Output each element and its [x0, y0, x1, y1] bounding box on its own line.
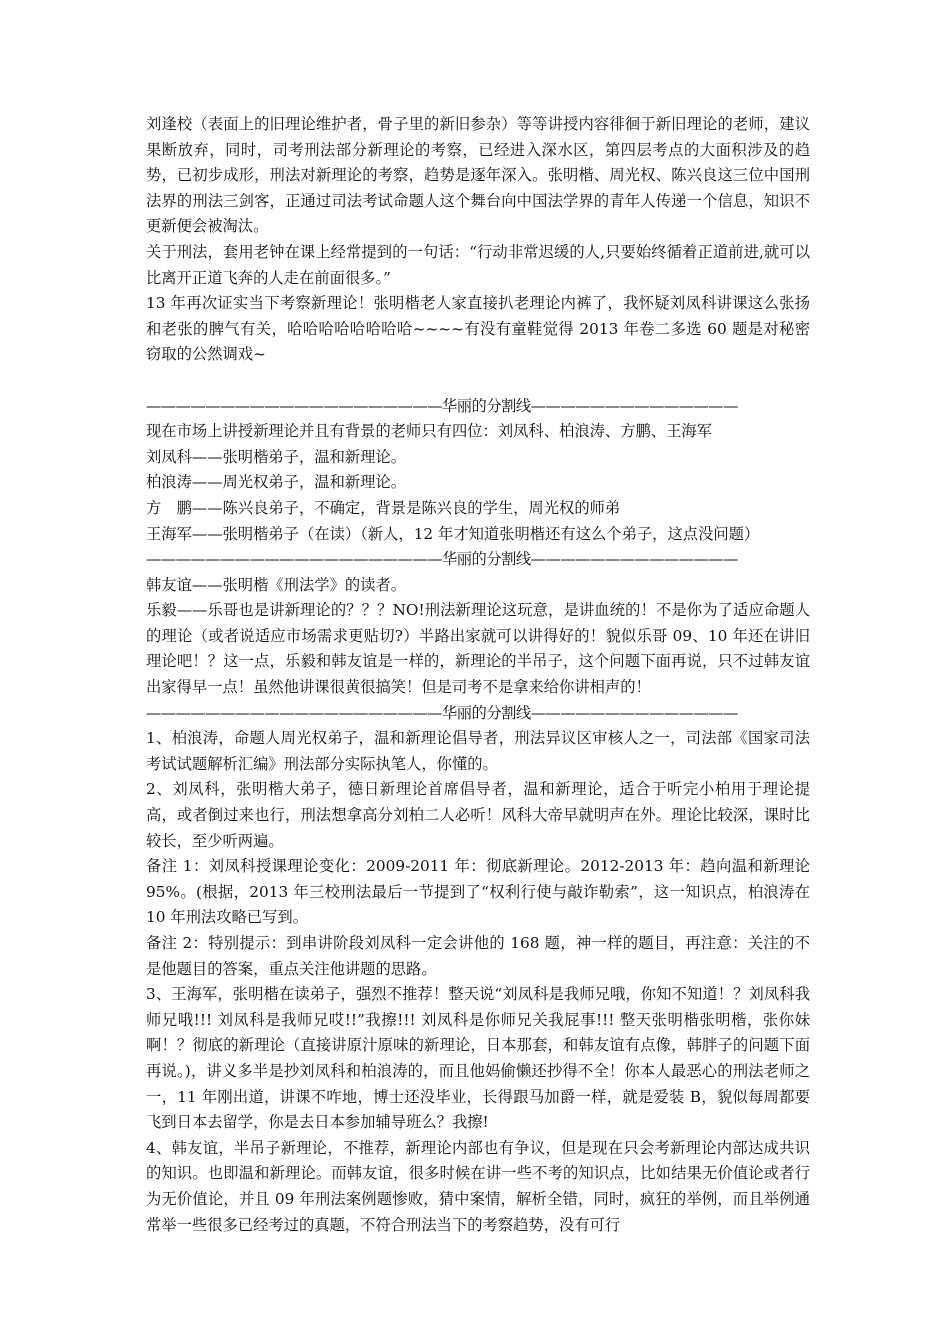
- paragraph-teachers-advice: 刘逢校（表面上的旧理论维护者，骨子里的新旧参杂）等等讲授内容徘徊于新旧理论的老师，建议果断放弃，同时，司考刑法部分新理论的考察，已经进入深水区，第四层考点的大面积涉及的趋势，已初步成形，刑法对新理论的考察，趋势是逐年深入。张明楷、周光权、陈兴良这三位中国刑法界的刑法三剑客，正通过司法考试命题人这个舞台向中国法学界的青年人传递一个信息，知识不更新便会被淘汰。: [146, 115, 810, 236]
- paragraph-quote: 关于刑法，套用老钟在课上经常提到的一句话：“行动非常迟缓的人,只要始终循着正道前进,就可以比离开正道飞奔的人走在前面很多。”: [146, 242, 810, 287]
- section-divider: ————————————————————华丽的分割线——————————————: [146, 550, 738, 569]
- item-1-bai-langtao: 1、柏浪涛，命题人周光权弟子，温和新理论倡导者，刑法异议区审核人之一，司法部《国家司法考试试题解析汇编》刑法部分实际执笔人，你懂的。: [146, 729, 810, 773]
- item-2-liu-fengke: 2、刘凤科，张明楷大弟子，德日新理论首席倡导者，温和新理论，适合于听完小柏用于理论提高，或者倒过来也行，刑法想拿高分刘柏二人必听！风科大帝早就明声在外。理论比较深，课时比较长，至少听两遍。: [146, 780, 810, 850]
- paragraph-four-teachers: 现在市场上讲授新理论并且有背景的老师只有四位：刘凤科、柏浪涛、方鹏、王海军: [146, 422, 712, 441]
- teacher-bai-langtao: 柏浪涛——周光权弟子，温和新理论。: [146, 473, 407, 492]
- teacher-wang-haijun: 王海军——张明楷弟子（在读）（新人，12 年才知道张明楷还有这么个弟子，这点没问题）: [146, 524, 760, 543]
- teacher-liu-fengke: 刘凤科——张明楷弟子，温和新理论。: [146, 447, 407, 466]
- teacher-le-yi: 乐毅——乐哥也是讲新理论的？？？NO!刑法新理论这玩意，是讲血统的！不是你为了适应命题人的理论（或者说适应市场需求更贴切?）半路出家就可以讲得好的！貌似乐哥 09、10 年还在讲旧理论吧！？这一点，乐毅和韩友谊是一样的，新理论的半吊子，这个问题下面再说，只不过韩友谊出家得早一点！虽然他讲课很黄很搞笑！但是司考不是拿来给你讲相声的！: [146, 601, 810, 697]
- note-2: 备注 2：特别提示：到串讲阶段刘凤科一定会讲他的 168 题，神一样的题目，再注意：关注的不是他题目的答案，重点关注他讲题的思路。: [146, 934, 810, 978]
- blank-line: [146, 368, 810, 394]
- item-4-han-youyi: 4、韩友谊，半吊子新理论，不推荐，新理论内部也有争议，但是现在只会考新理论内部达成共识的知识。也即温和新理论。而韩友谊，很多时候在讲一些不考的知识点，比如结果无价值论或者行为无价值论，并且 09 年刑法案例题惨败，猜中案情，解析全错，同时，疯狂的举例，而且举例通常举一些很多已经考过的真题，不符合刑法当下的考察趋势，没有可行: [146, 1138, 810, 1234]
- section-divider: ————————————————————华丽的分割线——————————————: [146, 396, 738, 415]
- teacher-han-youyi: 韩友谊——张明楷《刑法学》的读者。: [146, 575, 407, 594]
- item-3-wang-haijun: 3、王海军，张明楷在读弟子，强烈不推荐！整天说“刘凤科是我师兄哦，你知不知道！？刘凤科我师兄哦!!! 刘凤科是我师兄哎!!”我擦!!! 刘凤科是你师兄关我屁事!!! 整天张明楷张明楷，张你妹啊！？彻底的新理论（直接讲原汁原味的新理论，日本那套，和韩友谊有点像，韩胖子的问题下面再说。)，讲义多半是抄刘凤科和柏浪涛的，而且他妈偷懒还抄得不全！你本人最恶心的刑法老师之一，11 年刚出道，讲课不咋地，博士还没毕业，长得跟马加爵一样，就是爱装 B，貌似每周都要飞到日本去留学，你是去日本参加辅导班么？我擦!: [146, 985, 810, 1132]
- section-divider: ————————————————————华丽的分割线——————————————: [146, 703, 738, 722]
- document-page: [146, 112, 810, 1238]
- note-1: 备注 1：刘凤科授课理论变化：2009-2011 年：彻底新理论。2012-2013 年：趋向温和新理论 95%。(根据，2013 年三校刑法最后一节提到了“权利行使与敲诈勒索”，这一知识点，柏浪涛在 10 年刑法攻略已写到。: [146, 857, 810, 927]
- teacher-fang-peng: 方 鹏——陈兴良弟子，不确定，背景是陈兴良的学生，周光权的师弟: [146, 498, 621, 517]
- paragraph-2013-exam: 13 年再次证实当下考察新理论！张明楷老人家直接扒老理论内裤了，我怀疑刘凤科讲课这么张扬和老张的脾气有关，哈哈哈哈哈哈哈哈~~~~有没有童鞋觉得 2013 年卷二多选 60 题是对秘密窃取的公然调戏~: [146, 294, 810, 364]
